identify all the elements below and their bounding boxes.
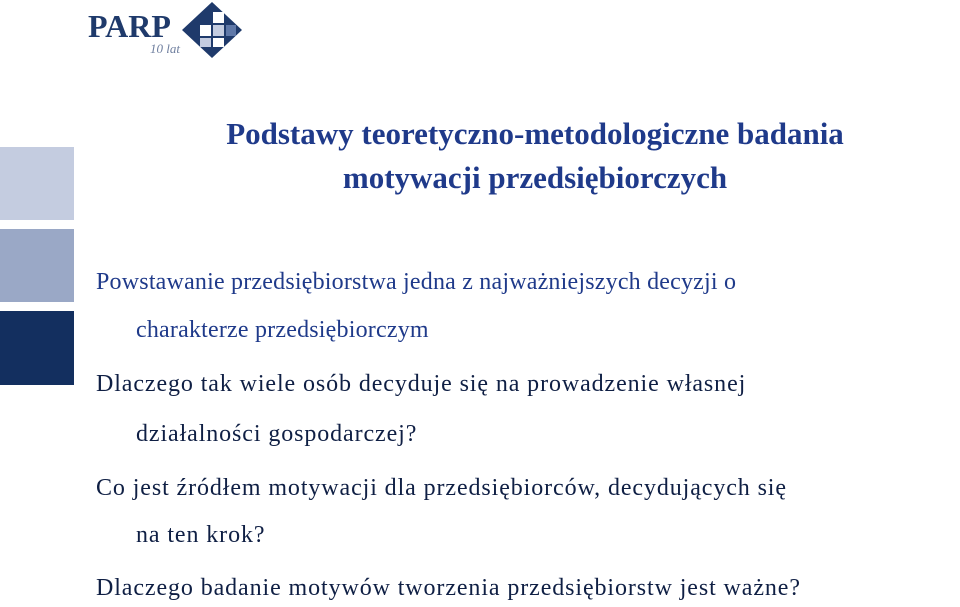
side-bar-light xyxy=(0,147,74,220)
bullet-2-line-1: Dlaczego tak wiele osób decyduje się na prowadzenie własnej xyxy=(96,371,747,397)
bullet-1-line-2: charakterze przedsiębiorczym xyxy=(136,317,429,343)
bullet-2-line-2: działalności gospodarczej? xyxy=(136,421,418,447)
side-bar-dark xyxy=(0,311,74,385)
bullet-4-line-1: Dlaczego badanie motywów tworzenia przedsiębiorstw jest ważne? xyxy=(96,575,801,601)
bullet-1-line-1: Powstawanie przedsiębiorstwa jedna z najważniejszych decyzji o xyxy=(96,269,737,295)
logo-diamond-icon xyxy=(182,2,242,58)
slide-title xyxy=(100,112,960,200)
parp-logo xyxy=(88,2,248,58)
title-line-2: motywacji przedsiębiorczych xyxy=(342,160,728,195)
bullet-3-line-1: Co jest źródłem motywacji dla przedsiębiorców, decydujących się xyxy=(96,475,787,501)
side-bar-medium xyxy=(0,229,74,302)
logo-subtitle: 10 lat xyxy=(150,41,180,56)
logo-wordmark: PARP xyxy=(88,8,171,44)
title-line-1: Podstawy teoretyczno-metodologiczne badania xyxy=(226,116,844,151)
bullet-3-line-2: na ten krok? xyxy=(136,522,266,548)
